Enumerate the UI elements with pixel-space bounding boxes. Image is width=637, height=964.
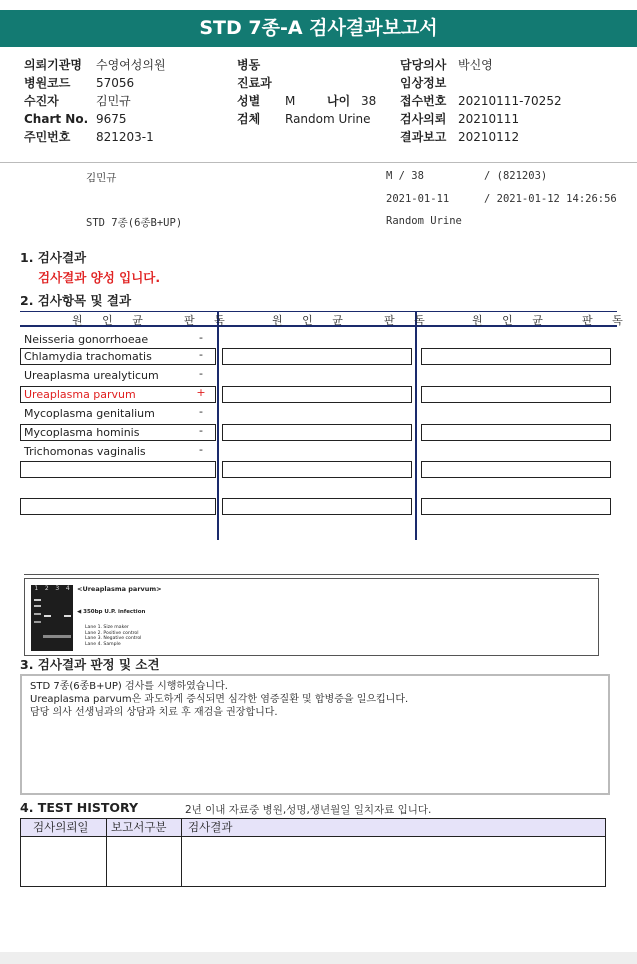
organism-result: - xyxy=(199,424,203,437)
table-divider-1 xyxy=(217,311,219,540)
history-table xyxy=(20,818,606,887)
gel-title: <Ureaplasma parvum> xyxy=(77,585,162,593)
section-3-title: 3. 검사결과 판정 및 소견 xyxy=(20,657,160,672)
empty-row-box xyxy=(20,461,216,478)
comment-box xyxy=(20,674,610,795)
sub-resident-id: / (821203) xyxy=(484,170,548,182)
info-column-1 xyxy=(24,56,166,146)
gel-image-box xyxy=(24,578,599,656)
info-column-3 xyxy=(400,56,562,146)
gel-band xyxy=(64,615,71,617)
gel-band xyxy=(34,621,41,623)
info-label: 검사의뢰 xyxy=(400,112,447,126)
empty-row-box xyxy=(421,424,611,441)
gel-lane-numbers xyxy=(31,585,73,592)
info-label: 수진자 xyxy=(24,94,59,108)
report-title: STD 7종-A 검사결과보고서 xyxy=(0,10,637,47)
organism-result: - xyxy=(199,348,203,361)
info-value: 20210111-70252 xyxy=(458,94,562,108)
info-label: 진료과 xyxy=(237,76,272,90)
info-label: 검체 xyxy=(237,112,261,126)
info-value: 20210111 xyxy=(458,112,520,126)
info-row-request-date xyxy=(400,110,562,128)
gel-lane-number: 2 xyxy=(44,585,49,592)
gel-band xyxy=(34,605,41,607)
info-row-resident-no xyxy=(24,128,166,146)
organism-name: Mycoplasma genitalium xyxy=(24,407,155,420)
info-row-department xyxy=(237,74,376,92)
empty-row-box xyxy=(222,424,412,441)
info-row-doctor xyxy=(400,56,562,74)
empty-row-box xyxy=(222,461,412,478)
gel-band xyxy=(34,613,41,615)
organism-name: Trichomonas vaginalis xyxy=(24,445,146,458)
info-value: 20210112 xyxy=(458,130,520,144)
gel-lane-number: 4 xyxy=(65,585,70,592)
organism-row-box xyxy=(20,348,216,365)
info-value: Random Urine xyxy=(285,112,371,126)
organism-result: - xyxy=(199,443,203,456)
page-footer-bar xyxy=(0,952,637,964)
history-col-result: 검사결과 xyxy=(188,820,233,834)
col-header-judge: 판 독 xyxy=(384,314,433,327)
history-col-request-date: 검사의뢰일 xyxy=(33,820,89,834)
empty-row-box xyxy=(20,498,216,515)
info-value: 수영여성의원 xyxy=(96,58,166,72)
info-value: 박신영 xyxy=(458,58,493,72)
sub-test-name: STD 7종(6종B+UP) xyxy=(86,217,183,229)
col-header-organism: 원 인 균 xyxy=(272,314,351,327)
info-label: 접수번호 xyxy=(400,94,447,108)
info-row-specimen xyxy=(237,110,376,128)
gel-legend-item: Lane 4. Sample xyxy=(85,641,121,647)
header-divider xyxy=(0,162,637,163)
info-label: 결과보고 xyxy=(400,130,447,144)
gel-top-rule xyxy=(24,574,599,575)
gel-band xyxy=(43,635,71,638)
info-row-hospital-code xyxy=(24,74,166,92)
result-summary: 검사결과 양성 입니다. xyxy=(38,270,161,285)
info-value: 821203-1 xyxy=(96,130,154,144)
sub-patient-name: 김민규 xyxy=(86,172,117,184)
col-header-organism: 원 인 균 xyxy=(72,314,151,327)
section-1-title: 1. 검사결과 xyxy=(20,250,87,265)
gel-image xyxy=(31,585,73,651)
info-label: Chart No. xyxy=(24,112,89,126)
gel-lane-number: 1 xyxy=(34,585,39,592)
organism-result: - xyxy=(199,331,203,344)
empty-row-box xyxy=(421,348,611,365)
gel-legend-item: Lane 1. Size maker xyxy=(85,625,129,630)
info-column-2 xyxy=(237,56,376,128)
comment-line: STD 7종(6종B+UP) 검사를 시행하였습니다. xyxy=(30,681,228,692)
info-label: 성별 xyxy=(237,94,261,108)
organism-result: - xyxy=(199,405,203,418)
info-row-report-date xyxy=(400,128,562,146)
info-value: 57056 xyxy=(96,76,135,90)
empty-row-box xyxy=(222,498,412,515)
empty-row-box xyxy=(421,386,611,403)
section-4-title: 4. TEST HISTORY xyxy=(20,800,139,815)
empty-row-box xyxy=(222,348,412,365)
sub-request-date: 2021-01-11 xyxy=(386,193,450,205)
sub-sex-age: M / 38 xyxy=(386,170,424,182)
empty-row-box xyxy=(421,498,611,515)
organism-result-positive: + xyxy=(196,386,206,399)
section-2-title: 2. 검사항목 및 결과 xyxy=(20,293,132,308)
info-row-chart-no xyxy=(24,110,166,128)
organism-name: Mycoplasma hominis xyxy=(24,426,140,439)
history-note: 2년 이내 자료중 병원,성명,생년월일 일치자료 입니다. xyxy=(185,804,432,816)
comment-line: Ureaplasma parvum은 과도하게 증식되면 심각한 염증질환 및 합병증을 일으킵니다. xyxy=(30,694,409,705)
organism-name: Ureaplasma parvum xyxy=(24,388,136,401)
gel-band xyxy=(34,599,41,601)
col-header-judge: 판 독 xyxy=(582,314,631,327)
col-header-judge: 판 독 xyxy=(184,314,233,327)
age-label: 나이 xyxy=(327,94,351,108)
info-row-ward xyxy=(237,56,376,74)
info-label: 담당의사 xyxy=(400,58,447,72)
age-value: 38 xyxy=(361,94,377,108)
history-col-report-type: 보고서구분 xyxy=(111,820,167,834)
gel-legend-item: Lane 2. Positive control xyxy=(85,630,139,636)
organism-result: - xyxy=(199,367,203,380)
gel-lane-number: 3 xyxy=(55,585,60,592)
sub-report-datetime: / 2021-01-12 14:26:56 xyxy=(484,193,617,205)
info-label: 병원코드 xyxy=(24,76,71,90)
organism-name: Ureaplasma urealyticum xyxy=(24,369,159,382)
gel-legend xyxy=(85,625,141,647)
table-divider-2 xyxy=(415,311,417,540)
info-row-patient xyxy=(24,92,166,110)
history-col-divider xyxy=(181,819,182,886)
info-label: 병동 xyxy=(237,58,261,72)
gel-band xyxy=(44,615,51,617)
sub-specimen: Random Urine xyxy=(386,215,462,227)
organism-row-box xyxy=(20,424,216,441)
info-value: M xyxy=(285,94,296,108)
info-label: 임상정보 xyxy=(400,76,447,90)
history-col-divider xyxy=(106,819,107,886)
info-label: 주민번호 xyxy=(24,130,71,144)
organism-name: Chlamydia trachomatis xyxy=(24,350,152,363)
info-row-requester xyxy=(24,56,166,74)
gel-band-label: ◀ 350bp U.P. infection xyxy=(77,609,146,615)
empty-row-box xyxy=(421,461,611,478)
col-header-organism: 원 인 균 xyxy=(472,314,551,327)
info-row-clinical-info xyxy=(400,74,562,92)
comment-line: 담당 의사 선생님과의 상담과 치료 후 재검을 권장합니다. xyxy=(30,707,278,718)
info-row-sex xyxy=(237,92,376,110)
gel-legend-item: Lane 3. Negative control xyxy=(85,636,142,642)
info-value: 김민규 xyxy=(96,94,131,108)
organism-name: Neisseria gonorrhoeae xyxy=(24,333,149,346)
organism-row-box-positive xyxy=(20,386,216,403)
empty-row-box xyxy=(222,386,412,403)
info-value: 9675 xyxy=(96,112,127,126)
info-row-receipt-no xyxy=(400,92,562,110)
info-label: 의뢰기관명 xyxy=(24,58,82,72)
